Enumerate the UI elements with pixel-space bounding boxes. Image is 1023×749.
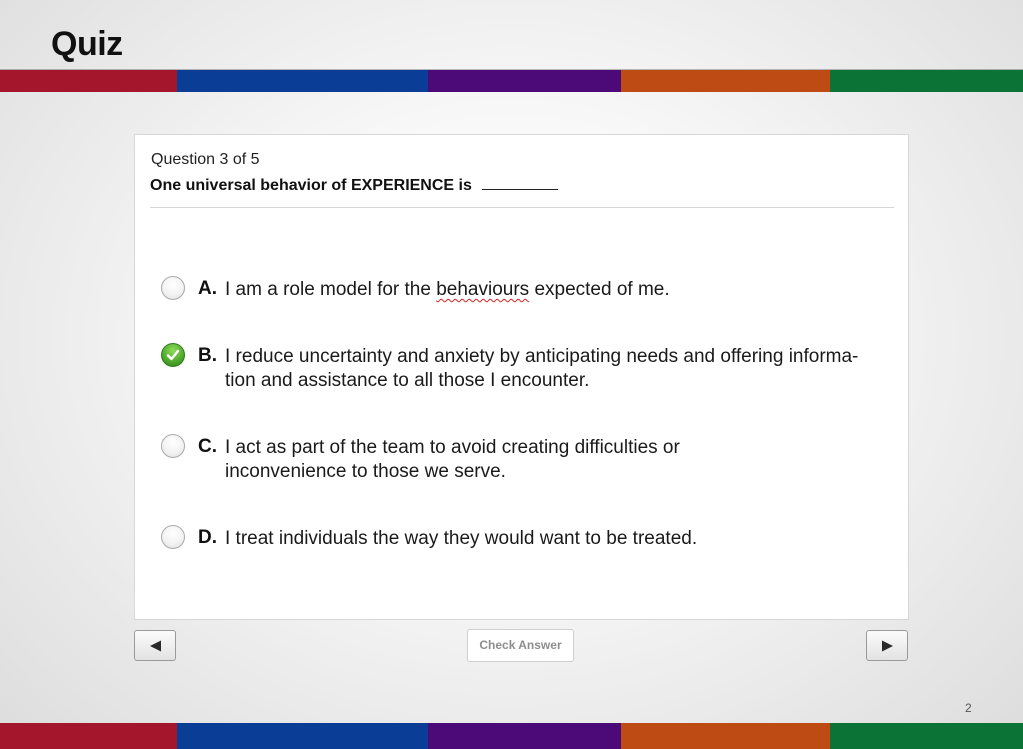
band-segment-purple bbox=[428, 70, 621, 92]
option-letter: A. bbox=[198, 278, 217, 299]
option-letter: D. bbox=[198, 527, 217, 548]
next-button[interactable] bbox=[866, 630, 908, 661]
band-segment-purple bbox=[428, 723, 621, 749]
option-text-before: I am a role model for the bbox=[225, 279, 437, 300]
option-c[interactable] bbox=[161, 434, 881, 486]
quiz-card bbox=[134, 134, 909, 620]
radio-button-b-selected[interactable] bbox=[161, 343, 185, 367]
question-divider bbox=[150, 207, 894, 208]
band-segment-red bbox=[0, 723, 177, 749]
option-text-line: I reduce uncertainty and anxiety by anticipating needs and offering informa- bbox=[225, 346, 859, 367]
checkmark-icon bbox=[165, 347, 181, 363]
option-text-line: I act as part of the team to avoid creating difficulties or bbox=[225, 437, 680, 458]
arrow-left-icon bbox=[149, 640, 162, 652]
question-counter: Question 3 of 5 bbox=[151, 151, 260, 168]
band-segment-blue bbox=[177, 70, 428, 92]
question-text: One universal behavior of EXPERIENCE is bbox=[150, 177, 472, 194]
band-segment-green bbox=[830, 70, 1023, 92]
band-segment-blue bbox=[177, 723, 428, 749]
radio-button-a[interactable] bbox=[161, 276, 185, 300]
option-text-after: expected of me. bbox=[529, 279, 670, 300]
option-a[interactable] bbox=[161, 276, 881, 306]
spellcheck-flagged-word: behaviours bbox=[436, 279, 530, 300]
radio-button-c[interactable] bbox=[161, 434, 185, 458]
radio-button-d[interactable] bbox=[161, 525, 185, 549]
option-text bbox=[225, 278, 875, 302]
option-text-line: inconvenience to those we serve. bbox=[225, 461, 506, 482]
option-text-line: tion and assistance to all those I encounter. bbox=[225, 370, 590, 391]
slide-title: Quiz bbox=[51, 25, 123, 63]
page-number: 2 bbox=[965, 701, 972, 715]
band-segment-orange bbox=[621, 70, 830, 92]
arrow-right-icon bbox=[881, 640, 894, 652]
option-letter: B. bbox=[198, 345, 217, 366]
band-segment-green bbox=[830, 723, 1023, 749]
option-letter: C. bbox=[198, 436, 217, 457]
option-b[interactable] bbox=[161, 343, 881, 395]
question-text-row bbox=[150, 176, 558, 195]
option-text: I treat individuals the way they would want to be treated. bbox=[225, 528, 698, 549]
answer-blank bbox=[482, 176, 558, 190]
check-answer-button[interactable]: Check Answer bbox=[467, 629, 574, 662]
option-d[interactable] bbox=[161, 525, 881, 555]
band-segment-orange bbox=[621, 723, 830, 749]
color-band-bottom bbox=[0, 723, 1023, 749]
previous-button[interactable] bbox=[134, 630, 176, 661]
option-text bbox=[225, 345, 875, 393]
option-text bbox=[225, 436, 875, 484]
band-segment-red bbox=[0, 70, 177, 92]
color-band-top bbox=[0, 69, 1023, 92]
